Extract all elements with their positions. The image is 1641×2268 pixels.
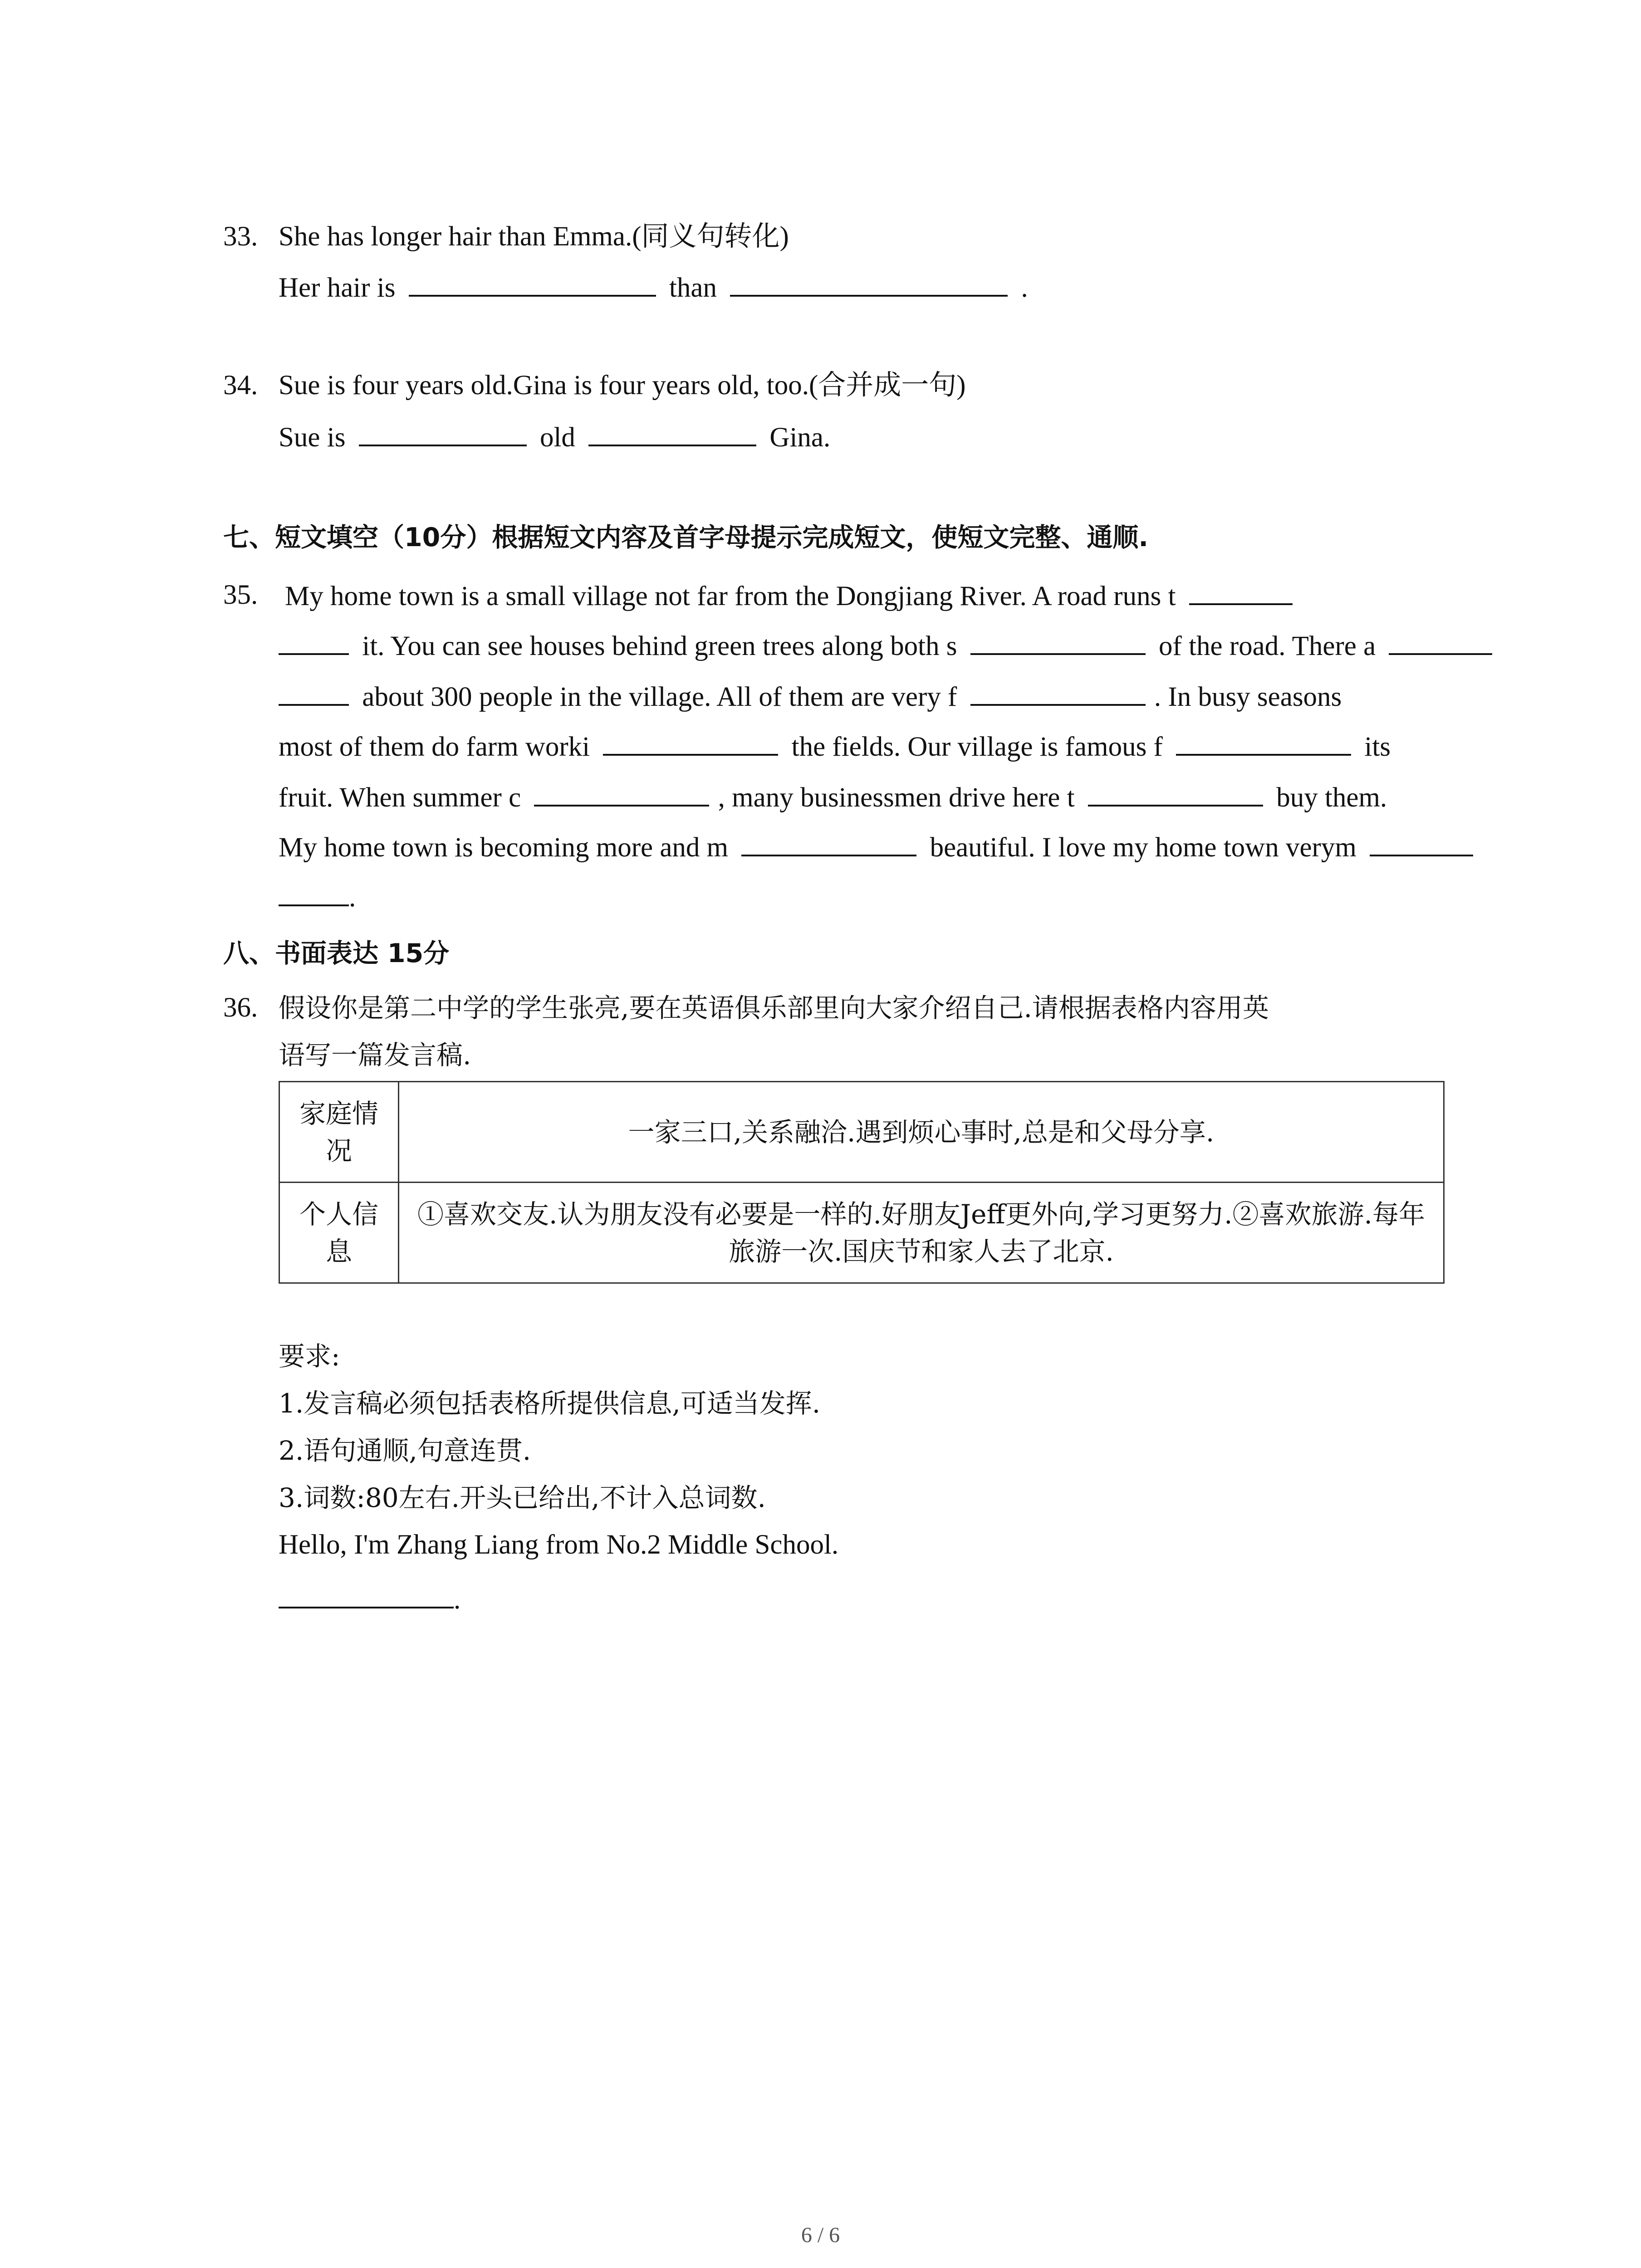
info-table <box>279 1081 1445 1284</box>
essay-opening: Hello, I'm Zhang Liang from No.2 Middle School. <box>279 1530 839 1560</box>
section-8-heading: 八、书面表达 15分 <box>223 938 450 968</box>
passage-line-7: . <box>279 878 356 916</box>
question-34-prompt: Sue is four years old.Gina is four years old, too.(合并成一句) <box>279 370 966 401</box>
answer-blank[interactable] <box>970 678 1146 706</box>
question-35-number: 35. <box>223 580 258 610</box>
question-36-number: 36. <box>223 992 258 1023</box>
requirements-title: 要求: <box>279 1341 340 1372</box>
answer-blank[interactable] <box>1176 728 1351 756</box>
requirement-3: 3.词数:80左右.开头已给出,不计入总词数. <box>279 1482 766 1513</box>
section-7-heading: 七、短文填空（10分）根据短文内容及首字母提示完成短文，使短文完整、通顺. <box>223 523 1148 552</box>
table-cell-family-head: 家庭情况 <box>279 1082 399 1183</box>
answer-blank[interactable] <box>279 878 349 906</box>
table-cell-personal-head: 个人信息 <box>279 1183 399 1283</box>
answer-blank[interactable] <box>1189 577 1293 605</box>
table-row <box>279 1183 1444 1283</box>
answer-blank[interactable] <box>279 1580 454 1608</box>
question-36-prompt-line-1: 假设你是第二中学的学生张亮,要在英语俱乐部里向大家介绍自己.请根据表格内容用英 <box>279 992 1269 1023</box>
question-33-prompt: She has longer hair than Emma.(同义句转化) <box>279 221 789 252</box>
passage-line-2: it. You can see houses behind green trees along both s of the road. There a <box>279 627 1492 665</box>
question-36-prompt-line-2: 语写一篇发言稿. <box>279 1040 471 1070</box>
requirement-1: 1.发言稿必须包括表格所提供信息,可适当发挥. <box>279 1388 821 1419</box>
answer-blank[interactable] <box>279 678 349 706</box>
table-row <box>279 1082 1444 1183</box>
answer-blank[interactable] <box>741 828 916 856</box>
page-number: 6 / 6 <box>801 2223 840 2247</box>
question-34-number: 34. <box>223 370 258 401</box>
question-34-answer-line: Sue is old Gina. <box>279 418 830 456</box>
answer-blank[interactable] <box>730 269 1008 297</box>
answer-blank[interactable] <box>534 778 709 807</box>
answer-blank[interactable] <box>1088 778 1263 807</box>
passage-line-4: most of them do farm worki the fields. Our village is famous f its <box>279 728 1391 765</box>
passage-line-3: about 300 people in the village. All of them are very f . In busy seasons <box>279 678 1342 715</box>
question-33-answer-line: Her hair is than . <box>279 269 1028 306</box>
answer-blank[interactable] <box>970 627 1146 655</box>
passage-line-1: My home town is a small village not far from the Dongjiang River. A road runs t <box>285 577 1293 615</box>
answer-blank[interactable] <box>409 269 656 297</box>
answer-blank[interactable] <box>1370 828 1473 856</box>
answer-blank[interactable] <box>603 728 778 756</box>
answer-blank[interactable] <box>279 627 349 655</box>
question-33-number: 33. <box>223 221 258 252</box>
passage-line-5: fruit. When summer c , many businessmen drive here t buy them. <box>279 778 1387 816</box>
answer-blank[interactable] <box>359 418 527 446</box>
table-cell-personal-body: ①喜欢交友.认为朋友没有必要是一样的.好朋友Jeff更外向,学习更努力.②喜欢旅游.每年旅游一次.国庆节和家人去了北京. <box>399 1183 1444 1283</box>
requirement-2: 2.语句通顺,句意连贯. <box>279 1435 531 1466</box>
answer-blank[interactable] <box>588 418 756 446</box>
essay-answer-line: . <box>279 1580 460 1618</box>
answer-blank[interactable] <box>1389 627 1492 655</box>
table-cell-family-body: 一家三口,关系融洽.遇到烦心事时,总是和父母分享. <box>399 1082 1444 1183</box>
passage-line-6: My home town is becoming more and m beautiful. I love my home town verym <box>279 828 1473 866</box>
